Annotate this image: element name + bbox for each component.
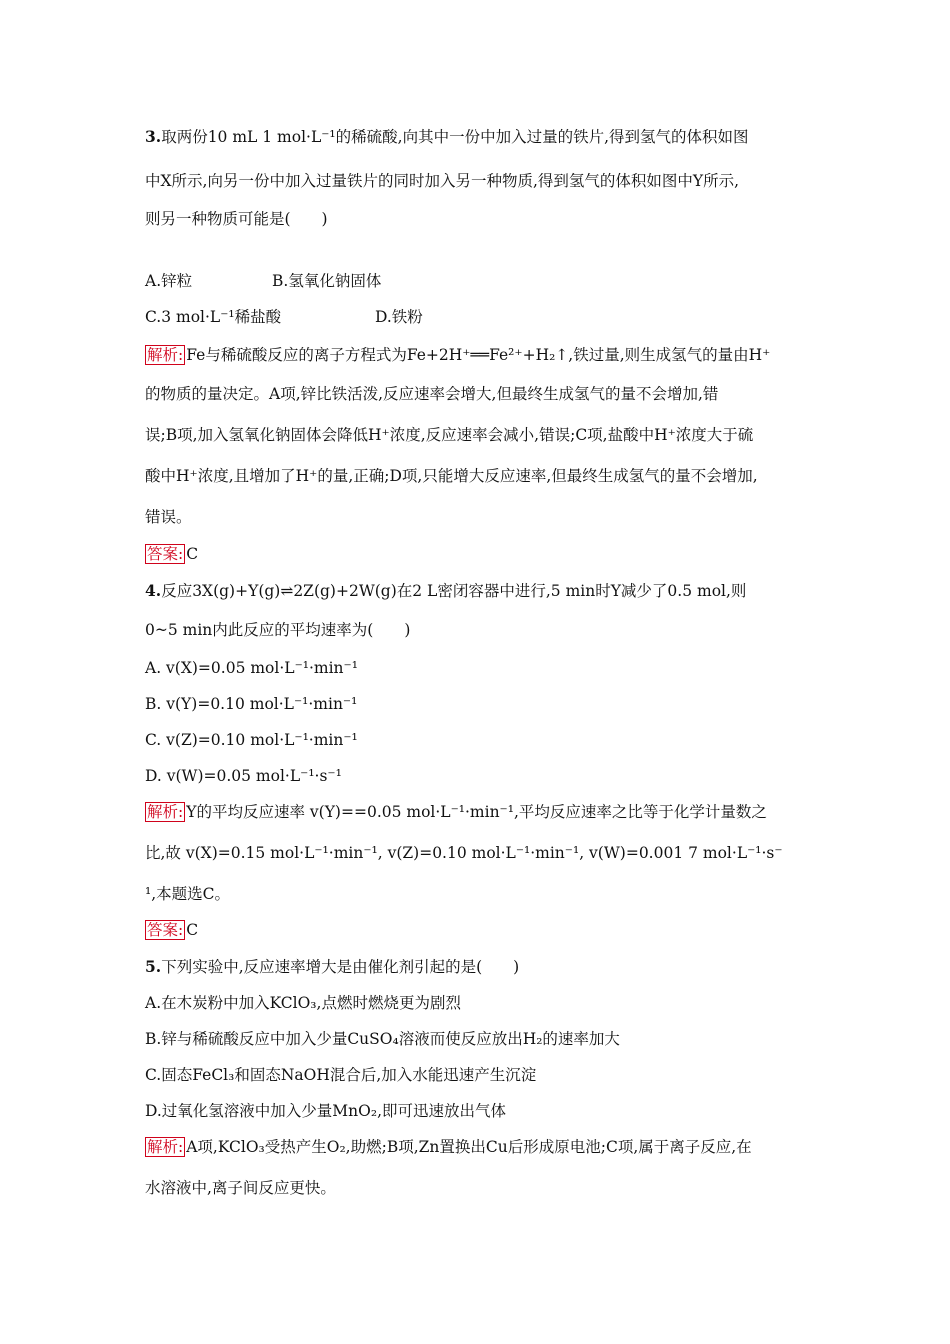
q4-stem-line-2: 0~5 min内此反应的平均速率为( ): [145, 621, 411, 639]
q3-analysis-line-1: 解析: Fe与稀硫酸反应的离子方程式为Fe+2H⁺══Fe²⁺+H₂↑,铁过量,则生成氢气的量由H⁺: [147, 346, 771, 364]
q5-stem-line-1: 5.下列实验中,反应速率增大是由催化剂引起的是( ): [145, 957, 520, 976]
q3-option-c: C.3 mol·L⁻¹稀盐酸: [145, 308, 282, 326]
q5-option-b: B.锌与稀硫酸反应中加入少量CuSO₄溶液而使反应放出H₂的速率加大: [145, 1030, 620, 1048]
analysis-tag: 解析:: [147, 803, 184, 821]
q4-stem-line-1: 4.反应3X(g)+Y(g)⇌2Z(g)+2W(g)在2 L密闭容器中进行,5 min时Y减少了0.5 mol,则: [145, 581, 747, 600]
answer-tag: 答案:: [147, 545, 184, 563]
q5-option-d: D.过氧化氢溶液中加入少量MnO₂,即可迅速放出气体: [145, 1102, 507, 1120]
q5-option-a: A.在木炭粉中加入KClO₃,点燃时燃烧更为剧烈: [145, 994, 461, 1012]
q4-analysis-line-3: ¹,本题选C。: [145, 885, 231, 903]
q3-answer: 答案: C: [147, 545, 199, 563]
q4-answer: 答案: C: [147, 921, 199, 939]
q3-stem-line-3: 则另一种物质可能是( ): [145, 210, 328, 228]
q3-analysis-line-5: 错误。: [145, 508, 192, 526]
q3-option-b: B.氢氧化钠固体: [272, 272, 382, 290]
q3-analysis-line-4: 酸中H⁺浓度,且增加了H⁺的量,正确;D项,只能增大反应速率,但最终生成氢气的量不会增加,: [145, 467, 758, 485]
answer-tag: 答案:: [147, 921, 184, 939]
q4-option-c: C. v(Z)=0.10 mol·L⁻¹·min⁻¹: [145, 731, 358, 749]
q3-analysis-line-3: 误;B项,加入氢氧化钠固体会降低H⁺浓度,反应速率会减小,错误;C项,盐酸中H⁺浓度大于硫: [145, 426, 754, 444]
q3-option-a: A.锌粒: [145, 272, 193, 290]
q4-analysis-line-2: 比,故 v(X)=0.15 mol·L⁻¹·min⁻¹, v(Z)=0.10 mol·L⁻¹·min⁻¹, v(W)=0.001 7 mol·L⁻¹·s⁻: [145, 844, 783, 862]
q4-option-d: D. v(W)=0.05 mol·L⁻¹·s⁻¹: [145, 767, 342, 785]
analysis-tag: 解析:: [147, 1138, 184, 1156]
q5-analysis-line-1: 解析: A项,KClO₃受热产生O₂,助燃;B项,Zn置换出Cu后形成原电池;C项,属于离子反应,在: [147, 1138, 752, 1156]
q3-stem-line-1: 3.取两份10 mL 1 mol·L⁻¹的稀硫酸,向其中一份中加入过量的铁片,得到氢气的体积如图: [145, 127, 749, 146]
q4-number: 4.: [145, 581, 162, 600]
q4-option-a: A. v(X)=0.05 mol·L⁻¹·min⁻¹: [145, 659, 358, 677]
q3-number: 3.: [145, 127, 162, 146]
analysis-tag: 解析:: [147, 346, 184, 364]
q5-number: 5.: [145, 957, 162, 976]
q5-option-c: C.固态FeCl₃和固态NaOH混合后,加入水能迅速产生沉淀: [145, 1066, 537, 1084]
q4-analysis-line-1: 解析: Y的平均反应速率 v(Y)==0.05 mol·L⁻¹·min⁻¹,平均反应速率之比等于化学计量数之: [147, 803, 767, 821]
q4-option-b: B. v(Y)=0.10 mol·L⁻¹·min⁻¹: [145, 695, 358, 713]
q3-option-d: D.铁粉: [375, 308, 423, 326]
q5-analysis-line-2: 水溶液中,离子间反应更快。: [145, 1179, 336, 1197]
q3-analysis-line-2: 的物质的量决定。A项,锌比铁活泼,反应速率会增大,但最终生成氢气的量不会增加,错: [145, 385, 719, 403]
q3-stem-line-2: 中X所示,向另一份中加入过量铁片的同时加入另一种物质,得到氢气的体积如图中Y所示,: [145, 172, 740, 190]
